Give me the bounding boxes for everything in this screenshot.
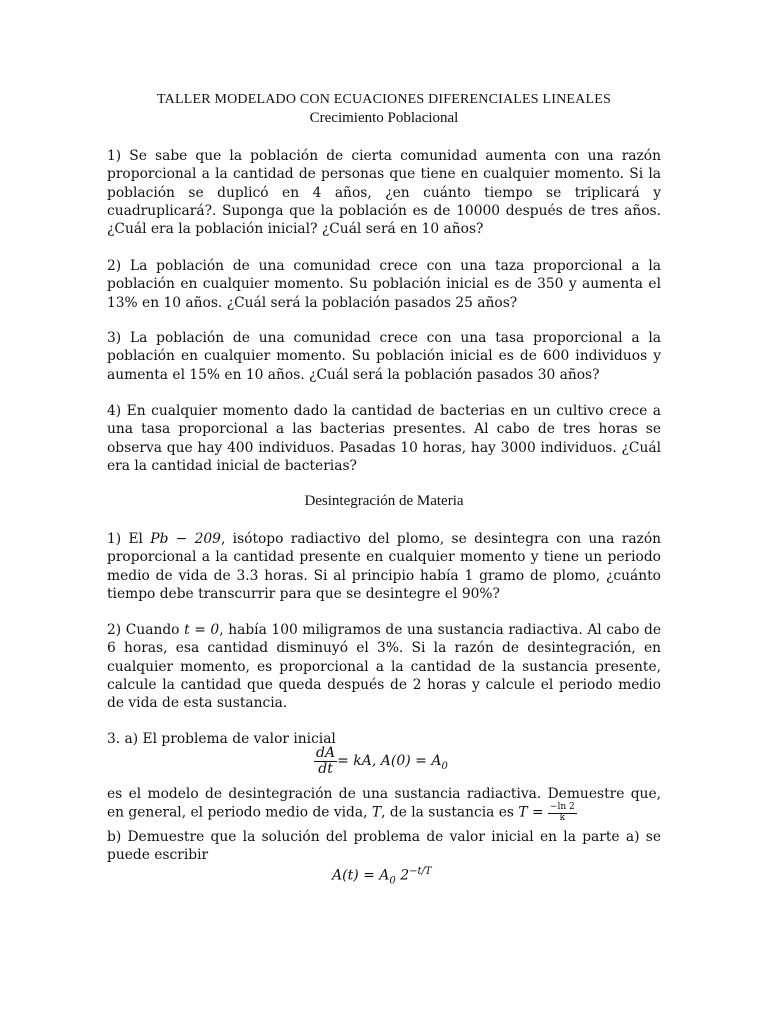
problem-crecimiento-3: 3) La población de una comunidad crece con una tasa proporcional a la población en cualquier momento. Su población inicial es de 600 individuos y aumenta el 15% en 10 años. ¿Cuál será la población pasados 30 años? [107,330,661,383]
problem-crecimiento-2: 2) La población de una comunidad crece con una taza proporcional a la población en cualquier momento. Su población inicial es de 350 y aumenta el 13% en 10 años. ¿Cuál será la población pasados 25 años? [107,258,661,311]
fraction-numerator: −ln 2 [549,802,575,813]
document-title: TALLER MODELADO CON ECUACIONES DIFERENCIALES LINEALES [157,92,611,107]
text-run: = [527,804,548,821]
problem-desintegracion-1 [107,530,661,603]
equation-base: 2 [395,867,410,884]
derivative-fraction [314,746,337,776]
section-title-desintegracion: Desintegración de Materia [304,493,464,509]
equation-solution [332,866,432,886]
half-life-fraction [548,803,577,823]
equation-ivp [314,746,448,776]
problem-crecimiento-4: 4) En cualquier momento dado la cantidad de bacterias en un cultivo crece a una tasa proporcional a las bacterias presentes. Al cabo de tres horas se observa que hay 400 individuos. Pasadas 10 horas, hay 3000 individuos. ¿Cuál era la cantidad inicial de bacterias? [107,403,661,474]
problem-desintegracion-3-intro: 3. a) El problema de valor inicial [107,731,336,747]
text-run: , había 100 miligramos de una sustancia radiactiva. Al cabo de 6 horas, esa cantidad disminuyó el 3%. Si la razón de desintegración, en cualquier momento, es proporcional a la cantidad de la sustancia presente, calcule la cantidad que queda después de 2 horas y calcule el periodo medio de vida de esta sustancia. [107,622,662,712]
math-inline: T [371,804,382,821]
problem-crecimiento-1: 1) Se sabe que la población de cierta comunidad aumenta con una razón proporcional a la cantidad de personas que tiene en cualquier momento. Si la población se duplicó en 4 años, ¿en cuánto tiempo se triplicará y cuadruplicará?. Suponga que la población es de 10000 después de tres años. ¿Cuál era la población inicial? ¿Cuál será en 10 años? [107,148,661,238]
exponent: −t/T [409,866,432,877]
fraction-numerator: dA [316,745,336,761]
text-run: , de la sustancia es [381,804,519,821]
text-run: 2) Cuando [107,622,185,638]
problem-desintegracion-2 [107,621,661,712]
fraction-denominator: dt [318,760,333,777]
equation-rhs: = kA, A(0) = A [337,753,442,770]
math-inline: t = 0 [184,622,220,638]
math-inline: T [518,804,528,821]
equation-lhs: A(t) = A [332,867,390,884]
text-run: , isótopo radiactivo del plomo, se desintegra con una razón proporcional a la cantidad presente en cualquier momento y tiene un periodo medio de vida de 3.3 horas. Si al principio había 1 gramo de plomo, ¿cuánto tiempo debe transcurrir para que se desintegre el 90%? [107,531,662,602]
text-run: es el modelo de desintegración de una sustancia radiactiva. Demuestre que, en general, el periodo medio de vida, [107,786,661,821]
problem-desintegracion-3-body [107,785,661,823]
math-inline: Pb − 209 [150,531,221,547]
subscript: 0 [389,875,396,887]
text-run: 1) El [107,531,151,547]
fraction-denominator: k [559,812,566,823]
problem-desintegracion-3b: b) Demuestre que la solución del problema de valor inicial en la parte a) se puede escribir [107,829,661,864]
subscript: 0 [441,760,448,772]
section-title-crecimiento: Crecimiento Poblacional [309,110,459,126]
